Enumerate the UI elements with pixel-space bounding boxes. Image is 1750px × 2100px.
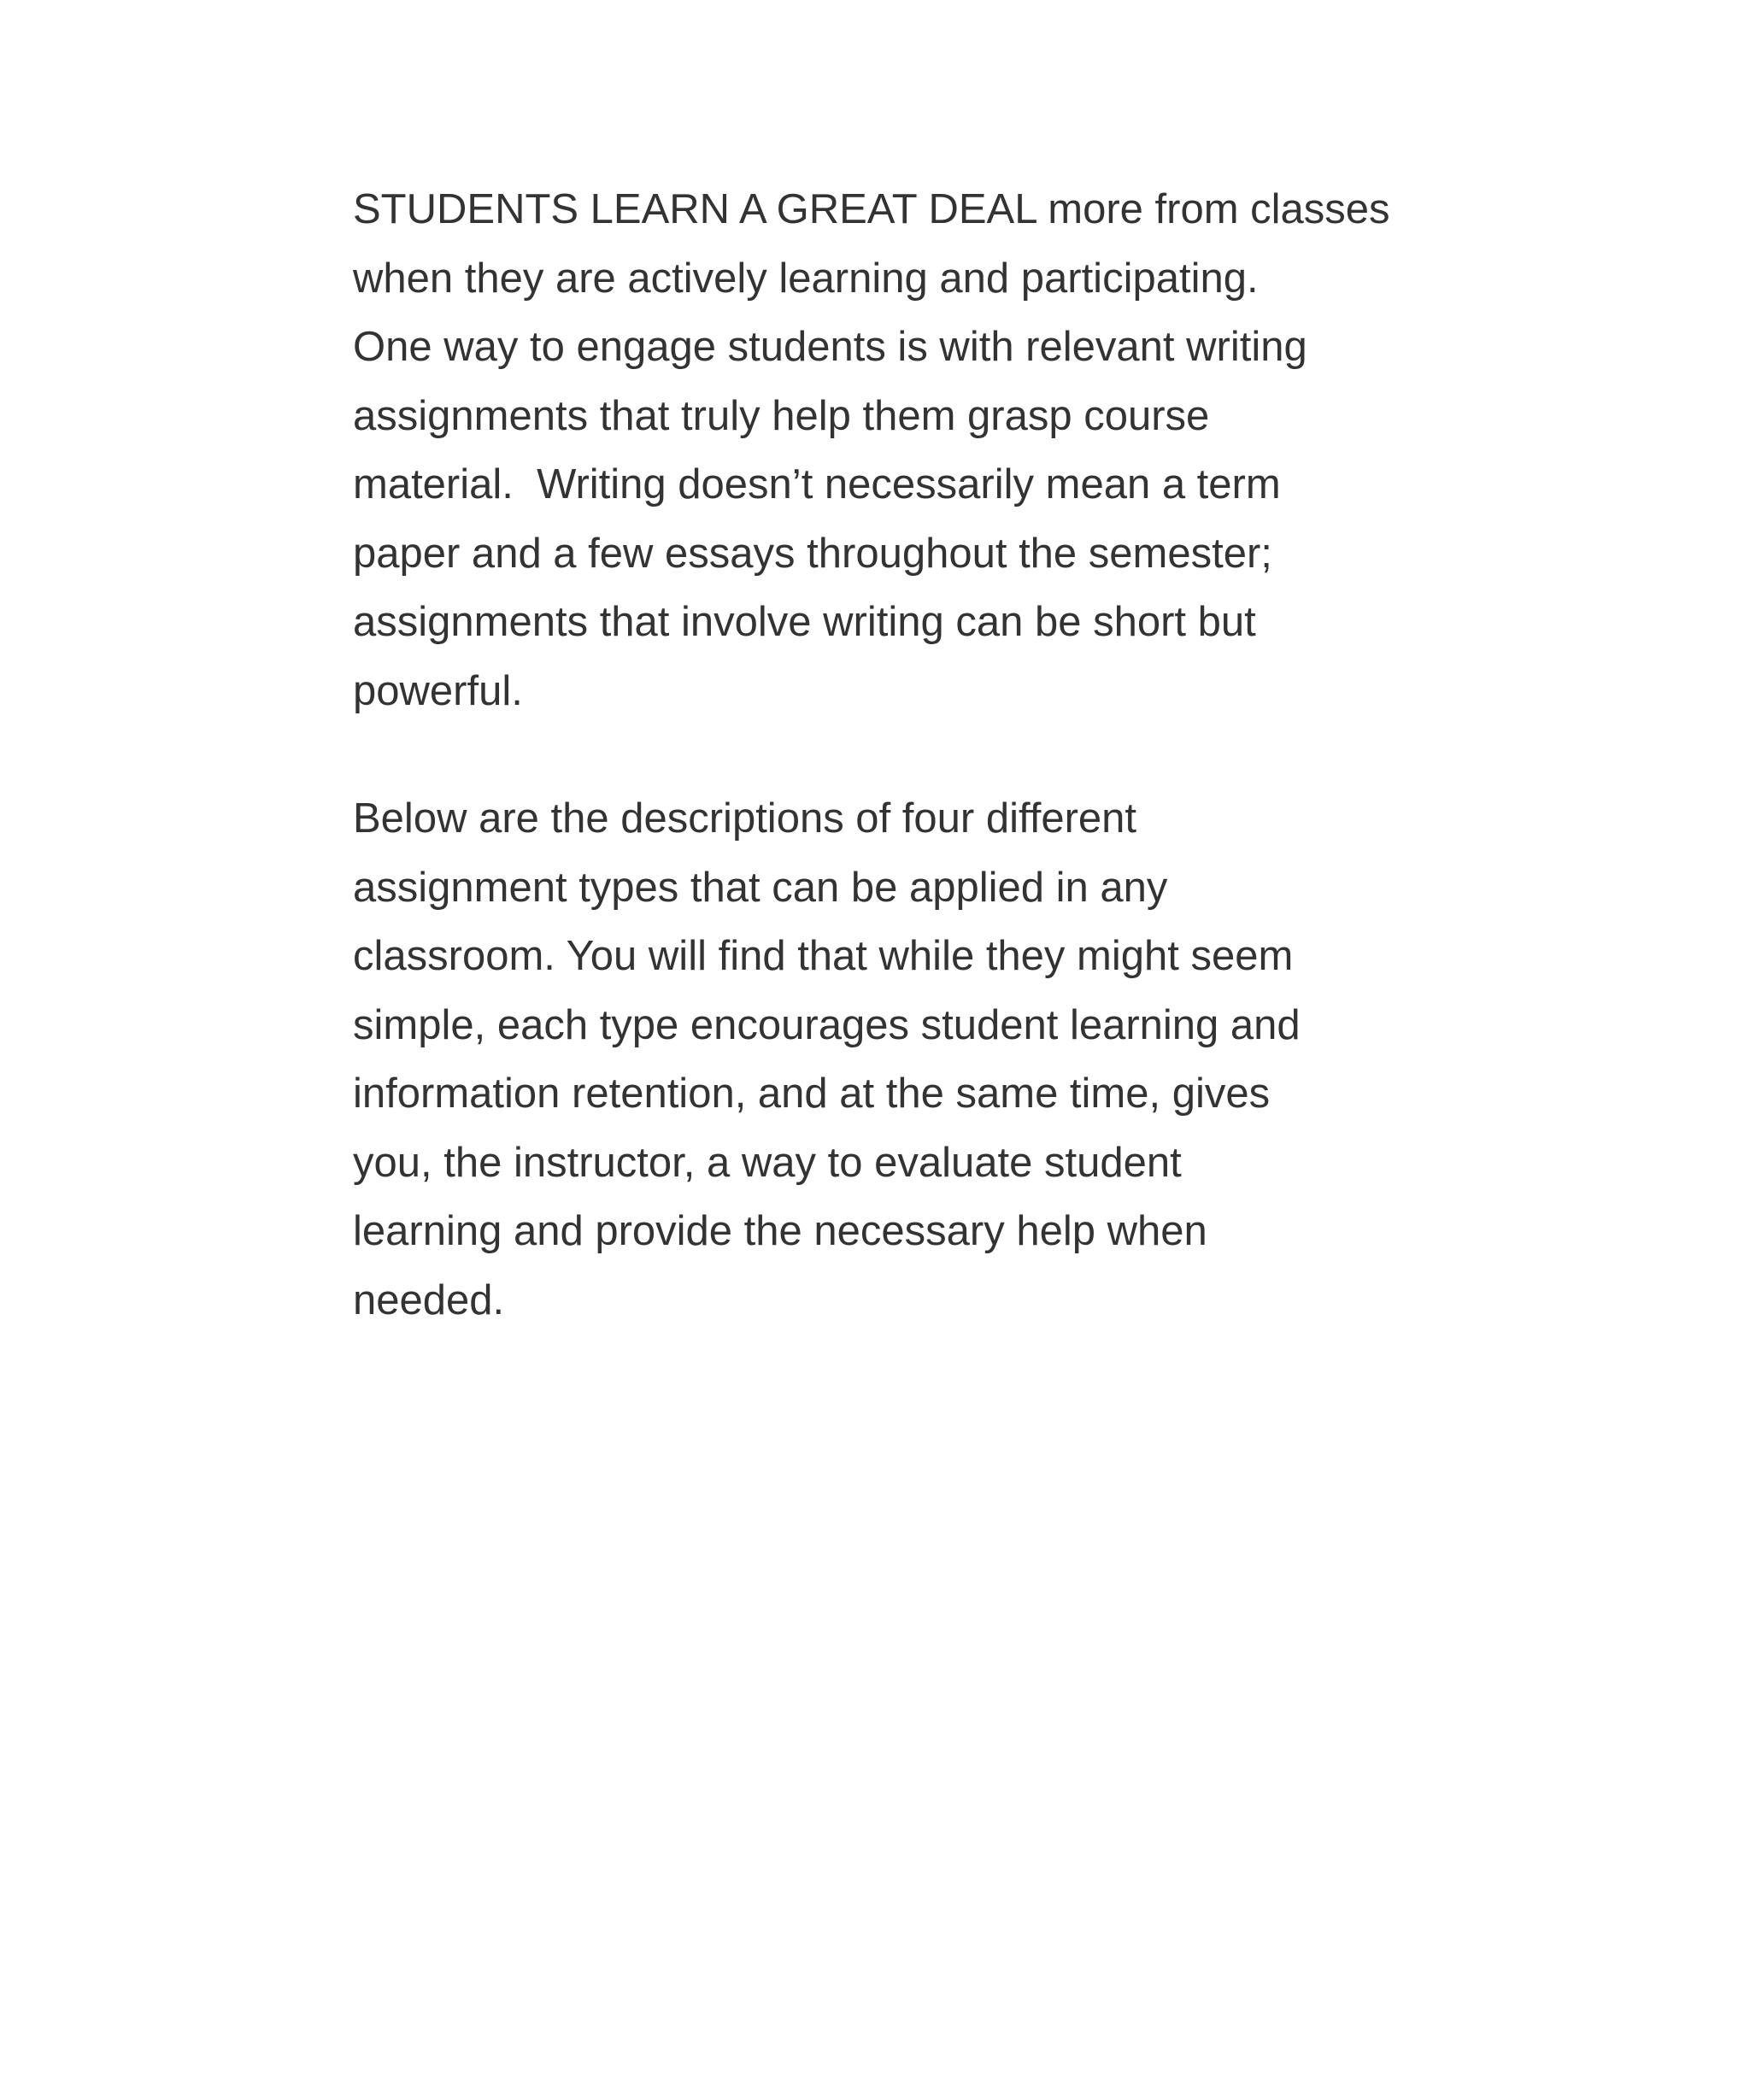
paragraph-line: assignment types that can be applied in any: [353, 864, 1168, 911]
paragraph-line: STUDENTS LEARN A GREAT DEAL more from classes: [353, 186, 1390, 232]
paragraph-intro: [353, 175, 1430, 725]
paragraph-line: when they are actively learning and participating.: [353, 255, 1259, 302]
paragraph-line: material. Writing doesn’t necessarily mean a term: [353, 461, 1281, 507]
paragraph-assignment-types: [353, 784, 1430, 1334]
paragraph-line: classroom. You will find that while they might seem: [353, 933, 1294, 979]
paragraph-line: powerful.: [353, 667, 523, 714]
paragraph-line: Below are the descriptions of four different: [353, 795, 1137, 842]
paragraph-line: simple, each type encourages student learning and: [353, 1001, 1301, 1048]
paragraph-line: One way to engage students is with relevant writing: [353, 324, 1307, 370]
paragraph-line: you, the instructor, a way to evaluate student: [353, 1139, 1182, 1186]
paragraph-line: paper and a few essays throughout the semester;: [353, 530, 1272, 577]
paragraph-line: assignments that involve writing can be short but: [353, 599, 1256, 645]
paragraph-line: needed.: [353, 1276, 505, 1323]
paragraph-line: information retention, and at the same time, gives: [353, 1071, 1271, 1117]
paragraph-line: learning and provide the necessary help when: [353, 1208, 1207, 1254]
paragraph-line: assignments that truly help them grasp course: [353, 392, 1210, 439]
